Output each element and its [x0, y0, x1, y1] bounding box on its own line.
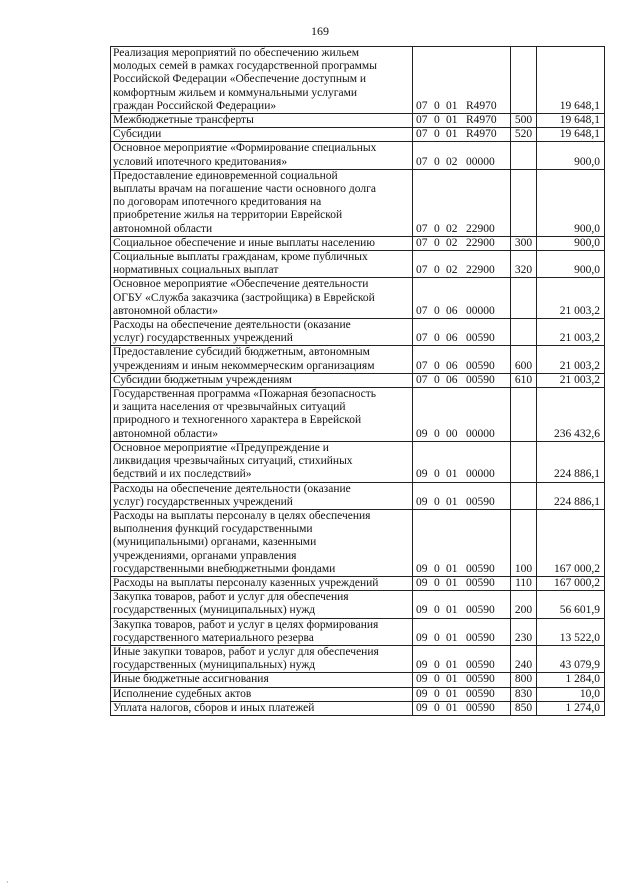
row-name-cell: Предоставление субсидий бюджетным, автономным учреждениям и иным некоммерческим организациям: [111, 346, 413, 373]
code-direction: 00000: [466, 468, 495, 481]
table-row: [111, 128, 605, 142]
row-name-cell: Расходы на обеспечение деятельности (оказание услуг) государственных учреждений: [111, 482, 413, 509]
table-row: [111, 701, 605, 715]
code-event: 01: [446, 128, 458, 141]
budget-table: [110, 46, 605, 716]
row-amount-cell: 43 079,9: [537, 645, 605, 672]
row-expense-type-cell: 320: [511, 251, 537, 278]
row-expense-type-cell: [511, 482, 537, 509]
code-direction: 00000: [466, 427, 495, 440]
table-row: [111, 169, 605, 236]
row-code-cell: [413, 114, 511, 128]
row-expense-type-cell: 830: [511, 687, 537, 701]
row-expense-type-cell: [511, 169, 537, 236]
row-code-cell: [413, 673, 511, 687]
code-event: 06: [446, 304, 458, 317]
row-code-cell: [413, 236, 511, 250]
row-code-cell: [413, 388, 511, 442]
code-program: 09: [416, 576, 428, 589]
row-amount-cell: 900,0: [537, 169, 605, 236]
row-amount-cell: 167 000,2: [537, 576, 605, 590]
code-subprogram: 0: [434, 468, 440, 481]
code-direction: 22900: [466, 236, 495, 249]
table-row: [111, 251, 605, 278]
row-code-cell: [413, 618, 511, 645]
table-row: [111, 373, 605, 387]
row-name-cell: Расходы на обеспечение деятельности (оказание услуг) государственных учреждений: [111, 319, 413, 346]
row-amount-cell: 167 000,2: [537, 509, 605, 576]
code-event: 01: [446, 673, 458, 686]
row-expense-type-cell: [511, 278, 537, 319]
row-code-cell: [413, 701, 511, 715]
code-program: 09: [416, 673, 428, 686]
row-expense-type-cell: 600: [511, 346, 537, 373]
row-name-cell: Уплата налогов, сборов и иных платежей: [111, 701, 413, 715]
code-subprogram: 0: [434, 99, 440, 112]
row-code-cell: [413, 346, 511, 373]
code-subprogram: 0: [434, 236, 440, 249]
row-amount-cell: 236 432,6: [537, 388, 605, 442]
row-code-cell: [413, 169, 511, 236]
row-amount-cell: 21 003,2: [537, 373, 605, 387]
code-direction: 00590: [466, 332, 495, 345]
code-program: 07: [416, 332, 428, 345]
table-row: [111, 591, 605, 618]
code-program: 07: [416, 236, 428, 249]
code-event: 02: [446, 155, 458, 168]
row-name-cell: Закупка товаров, работ и услуг для обеспечения государственных (муниципальных) нужд: [111, 591, 413, 618]
code-subprogram: 0: [434, 687, 440, 700]
code-subprogram: 0: [434, 373, 440, 386]
row-amount-cell: 900,0: [537, 236, 605, 250]
code-direction: 22900: [466, 222, 495, 235]
row-code-cell: [413, 591, 511, 618]
code-event: 01: [446, 701, 458, 714]
row-code-cell: [413, 509, 511, 576]
code-subprogram: 0: [434, 114, 440, 127]
code-program: 09: [416, 468, 428, 481]
row-name-cell: Иные закупки товаров, работ и услуг для обеспечения государственных (муниципальных) нужд: [111, 645, 413, 672]
code-direction: R4970: [466, 128, 497, 141]
row-expense-type-cell: 230: [511, 618, 537, 645]
row-amount-cell: 21 003,2: [537, 346, 605, 373]
code-event: 01: [446, 562, 458, 575]
code-program: 09: [416, 631, 428, 644]
code-direction: R4970: [466, 114, 497, 127]
row-expense-type-cell: 850: [511, 701, 537, 715]
code-subprogram: 0: [434, 332, 440, 345]
row-name-cell: Исполнение судебных актов: [111, 687, 413, 701]
table-row: [111, 319, 605, 346]
code-event: 01: [446, 468, 458, 481]
code-event: 01: [446, 659, 458, 672]
table-row: [111, 576, 605, 590]
row-expense-type-cell: [511, 388, 537, 442]
code-direction: 00590: [466, 359, 495, 372]
row-amount-cell: 900,0: [537, 251, 605, 278]
row-amount-cell: 10,0: [537, 687, 605, 701]
table-row: [111, 47, 605, 114]
row-amount-cell: 1 274,0: [537, 701, 605, 715]
code-program: 09: [416, 495, 428, 508]
code-direction: 00590: [466, 373, 495, 386]
row-amount-cell: 21 003,2: [537, 319, 605, 346]
code-subprogram: 0: [434, 701, 440, 714]
row-name-cell: Основное мероприятие «Обеспечение деятельности ОГБУ «Служба заказчика (застройщика) в Еврейской автономной области»: [111, 278, 413, 319]
code-event: 01: [446, 604, 458, 617]
code-subprogram: 0: [434, 427, 440, 440]
code-program: 09: [416, 659, 428, 672]
row-expense-type-cell: [511, 142, 537, 169]
row-name-cell: Основное мероприятие «Формирование специальных условий ипотечного кредитования»: [111, 142, 413, 169]
code-event: 01: [446, 99, 458, 112]
code-direction: 00590: [466, 576, 495, 589]
row-expense-type-cell: [511, 319, 537, 346]
code-program: 09: [416, 604, 428, 617]
row-name-cell: Субсидии: [111, 128, 413, 142]
code-program: 07: [416, 264, 428, 277]
table-row: [111, 236, 605, 250]
code-direction: 00590: [466, 631, 495, 644]
code-event: 06: [446, 373, 458, 386]
budget-table-body: [111, 47, 605, 716]
row-code-cell: [413, 687, 511, 701]
code-event: 02: [446, 264, 458, 277]
row-name-cell: Закупка товаров, работ и услуг в целях формирования государственного материального резерва: [111, 618, 413, 645]
row-expense-type-cell: [511, 441, 537, 482]
code-event: 01: [446, 687, 458, 700]
row-amount-cell: 900,0: [537, 142, 605, 169]
code-subprogram: 0: [434, 631, 440, 644]
row-name-cell: Субсидии бюджетным учреждениям: [111, 373, 413, 387]
row-code-cell: [413, 47, 511, 114]
row-code-cell: [413, 645, 511, 672]
code-direction: 00590: [466, 687, 495, 700]
code-program: 09: [416, 427, 428, 440]
code-subprogram: 0: [434, 659, 440, 672]
row-code-cell: [413, 128, 511, 142]
row-name-cell: Иные бюджетные ассигнования: [111, 673, 413, 687]
row-name-cell: Реализация мероприятий по обеспечению жильем молодых семей в рамках государственной программы Российской Федерации «Обеспечение доступным и комфортным жильем и коммунальными услугами граждан Российской Федерации»: [111, 47, 413, 114]
page-number: 169: [311, 24, 329, 38]
row-amount-cell: 19 648,1: [537, 114, 605, 128]
code-direction: 00590: [466, 673, 495, 686]
row-name-cell: Социальные выплаты гражданам, кроме публичных нормативных социальных выплат: [111, 251, 413, 278]
table-row: [111, 645, 605, 672]
code-program: 07: [416, 373, 428, 386]
table-row: [111, 114, 605, 128]
code-subprogram: 0: [434, 359, 440, 372]
code-direction: 00590: [466, 495, 495, 508]
code-program: 07: [416, 304, 428, 317]
code-subprogram: 0: [434, 604, 440, 617]
code-subprogram: 0: [434, 304, 440, 317]
code-subprogram: 0: [434, 673, 440, 686]
row-code-cell: [413, 441, 511, 482]
row-name-cell: Межбюджетные трансферты: [111, 114, 413, 128]
row-name-cell: Расходы на выплаты персоналу в целях обеспечения выполнения функций государственными (муниципальными) органами, казенными учреждениями, органами управления государственными внебюджетными фондами: [111, 509, 413, 576]
code-subprogram: 0: [434, 222, 440, 235]
code-direction: 00590: [466, 659, 495, 672]
table-row: [111, 618, 605, 645]
code-subprogram: 0: [434, 576, 440, 589]
code-subprogram: 0: [434, 562, 440, 575]
row-expense-type-cell: 240: [511, 645, 537, 672]
row-expense-type-cell: 800: [511, 673, 537, 687]
table-row: [111, 142, 605, 169]
row-expense-type-cell: 300: [511, 236, 537, 250]
row-expense-type-cell: [511, 47, 537, 114]
row-name-cell: Социальное обеспечение и иные выплаты населению: [111, 236, 413, 250]
row-amount-cell: 1 284,0: [537, 673, 605, 687]
row-code-cell: [413, 251, 511, 278]
code-event: 02: [446, 222, 458, 235]
code-direction: R4970: [466, 99, 497, 112]
code-program: 07: [416, 359, 428, 372]
table-row: [111, 687, 605, 701]
row-amount-cell: 224 886,1: [537, 441, 605, 482]
code-subprogram: 0: [434, 128, 440, 141]
row-code-cell: [413, 482, 511, 509]
row-amount-cell: 21 003,2: [537, 278, 605, 319]
row-expense-type-cell: 610: [511, 373, 537, 387]
code-event: 01: [446, 114, 458, 127]
code-direction: 00000: [466, 155, 495, 168]
code-event: 01: [446, 631, 458, 644]
code-event: 06: [446, 332, 458, 345]
code-program: 09: [416, 687, 428, 700]
code-event: 06: [446, 359, 458, 372]
table-row: [111, 509, 605, 576]
code-program: 07: [416, 128, 428, 141]
row-amount-cell: 19 648,1: [537, 128, 605, 142]
code-direction: 00590: [466, 562, 495, 575]
row-expense-type-cell: 520: [511, 128, 537, 142]
code-direction: 22900: [466, 264, 495, 277]
code-subprogram: 0: [434, 495, 440, 508]
table-row: [111, 482, 605, 509]
row-name-cell: Расходы на выплаты персоналу казенных учреждений: [111, 576, 413, 590]
code-program: 07: [416, 99, 428, 112]
code-event: 00: [446, 427, 458, 440]
row-code-cell: [413, 576, 511, 590]
code-program: 07: [416, 155, 428, 168]
row-code-cell: [413, 142, 511, 169]
code-program: 07: [416, 222, 428, 235]
code-event: 01: [446, 576, 458, 589]
row-code-cell: [413, 373, 511, 387]
table-row: [111, 346, 605, 373]
row-expense-type-cell: 110: [511, 576, 537, 590]
row-amount-cell: 19 648,1: [537, 47, 605, 114]
table-row: [111, 388, 605, 442]
table-row: [111, 673, 605, 687]
row-amount-cell: 56 601,9: [537, 591, 605, 618]
row-name-cell: Основное мероприятие «Предупреждение и ликвидация чрезвычайных ситуаций, стихийных бедствий и их последствий»: [111, 441, 413, 482]
code-program: 09: [416, 701, 428, 714]
code-program: 07: [416, 114, 428, 127]
code-direction: 00590: [466, 604, 495, 617]
row-expense-type-cell: 100: [511, 509, 537, 576]
code-event: 01: [446, 495, 458, 508]
row-amount-cell: 13 522,0: [537, 618, 605, 645]
table-row: [111, 278, 605, 319]
code-subprogram: 0: [434, 264, 440, 277]
row-expense-type-cell: 500: [511, 114, 537, 128]
code-direction: 00590: [466, 701, 495, 714]
row-name-cell: Предоставление единовременной социальной выплаты врачам на погашение части основного долга по договорам ипотечного кредитования на приобретение жилья на территории Еврейской автономной области: [111, 169, 413, 236]
row-code-cell: [413, 278, 511, 319]
code-program: 09: [416, 562, 428, 575]
code-subprogram: 0: [434, 155, 440, 168]
code-event: 02: [446, 236, 458, 249]
row-amount-cell: 224 886,1: [537, 482, 605, 509]
row-code-cell: [413, 319, 511, 346]
row-name-cell: Государственная программа «Пожарная безопасность и защита населения от чрезвычайных ситуаций природного и техногенного характера в Еврейской автономной области»: [111, 388, 413, 442]
table-row: [111, 441, 605, 482]
row-expense-type-cell: 200: [511, 591, 537, 618]
code-direction: 00000: [466, 304, 495, 317]
corner-mark: ·: [6, 878, 9, 887]
